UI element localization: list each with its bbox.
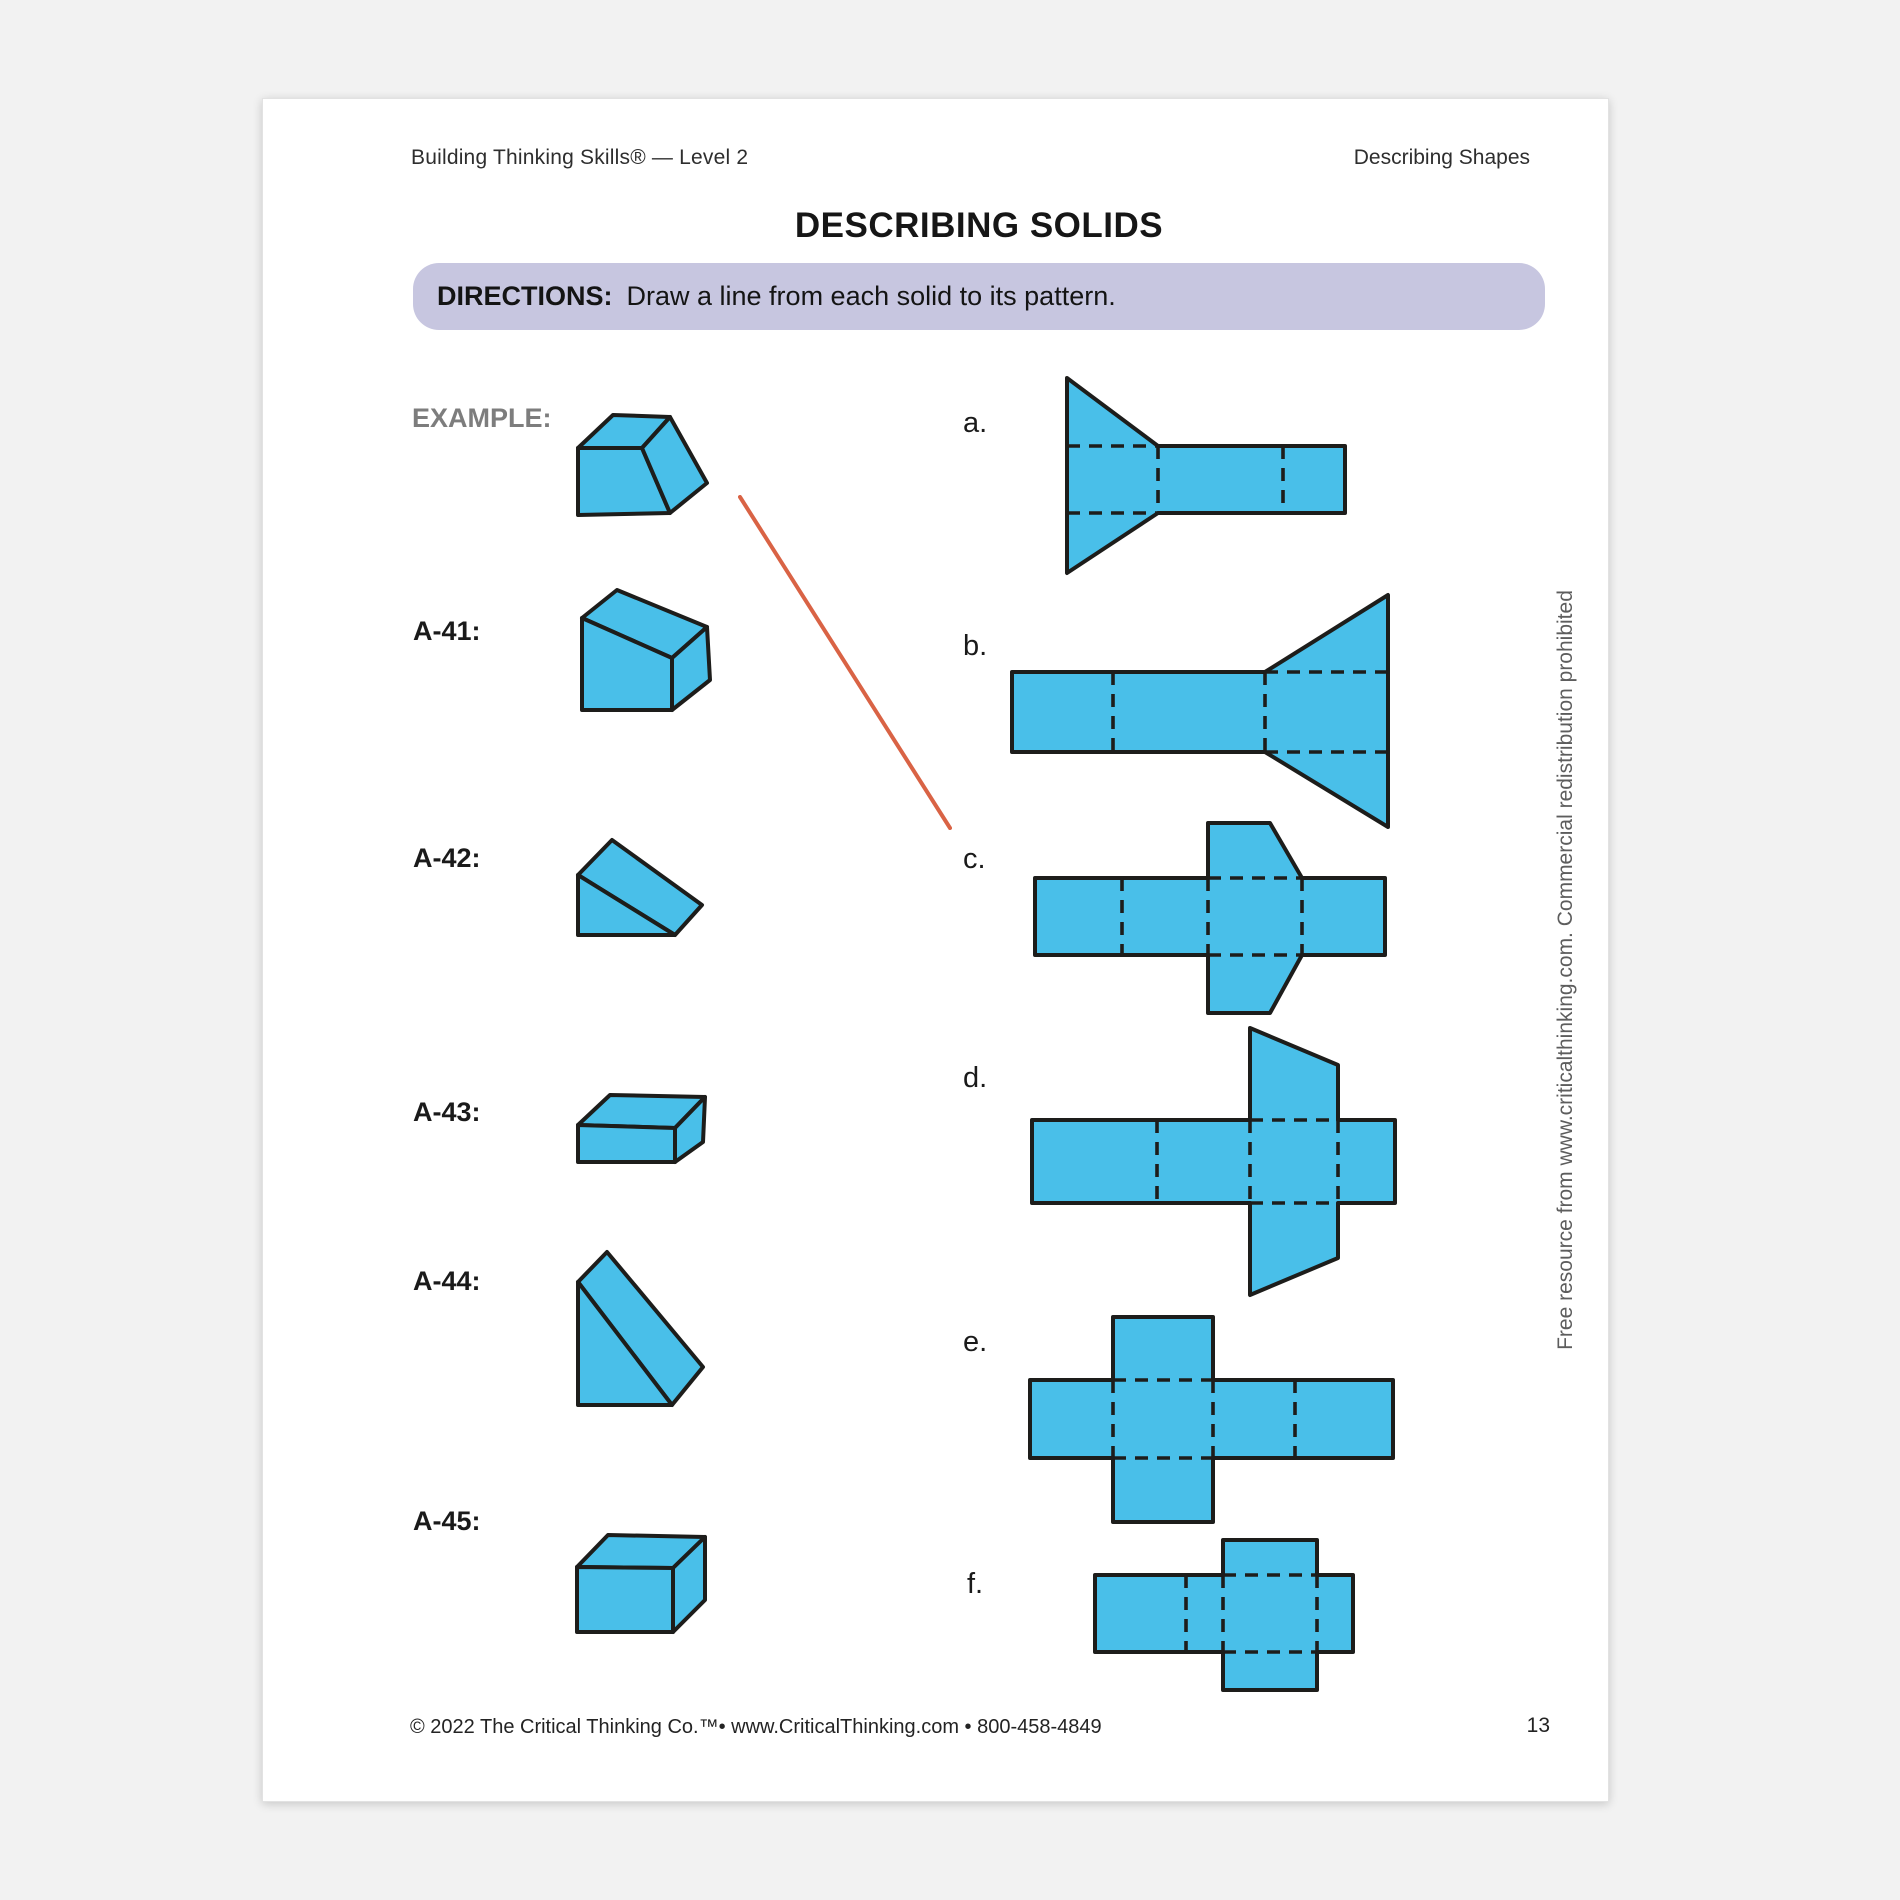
- chapter-header: Describing Shapes: [1353, 146, 1530, 169]
- label-a45: A-45:: [413, 1506, 481, 1536]
- label-a42: A-42:: [413, 843, 481, 873]
- label-example: EXAMPLE:: [412, 403, 552, 433]
- directions-text-row: [437, 263, 1116, 330]
- label-a44: A-44:: [413, 1266, 481, 1296]
- book-title-header: Building Thinking Skills® — Level 2: [411, 146, 749, 169]
- footer-copyright: © 2022 The Critical Thinking Co.™• www.CriticalThinking.com • 800-458-4849: [410, 1716, 1102, 1738]
- label-pattern-e: e.: [963, 1326, 988, 1358]
- label-a41: A-41:: [413, 616, 481, 646]
- directions-label: DIRECTIONS:: [437, 281, 613, 311]
- label-a43: A-43:: [413, 1097, 481, 1127]
- margin-copyright-note: Free resource from www.criticalthinking.com. Commercial redistribution prohibited: [1554, 590, 1577, 1350]
- label-pattern-c: c.: [963, 843, 986, 875]
- label-pattern-a: a.: [963, 407, 988, 439]
- worksheet-page: [262, 98, 1609, 1802]
- directions-banner: [413, 263, 1545, 330]
- page-title: DESCRIBING SOLIDS: [794, 206, 1164, 245]
- label-pattern-b: b.: [963, 630, 988, 662]
- label-pattern-f: f.: [967, 1568, 984, 1600]
- directions-instruction: Draw a line from each solid to its pattern.: [626, 281, 1116, 311]
- page-number: 13: [1526, 1714, 1550, 1737]
- label-pattern-d: d.: [963, 1062, 988, 1094]
